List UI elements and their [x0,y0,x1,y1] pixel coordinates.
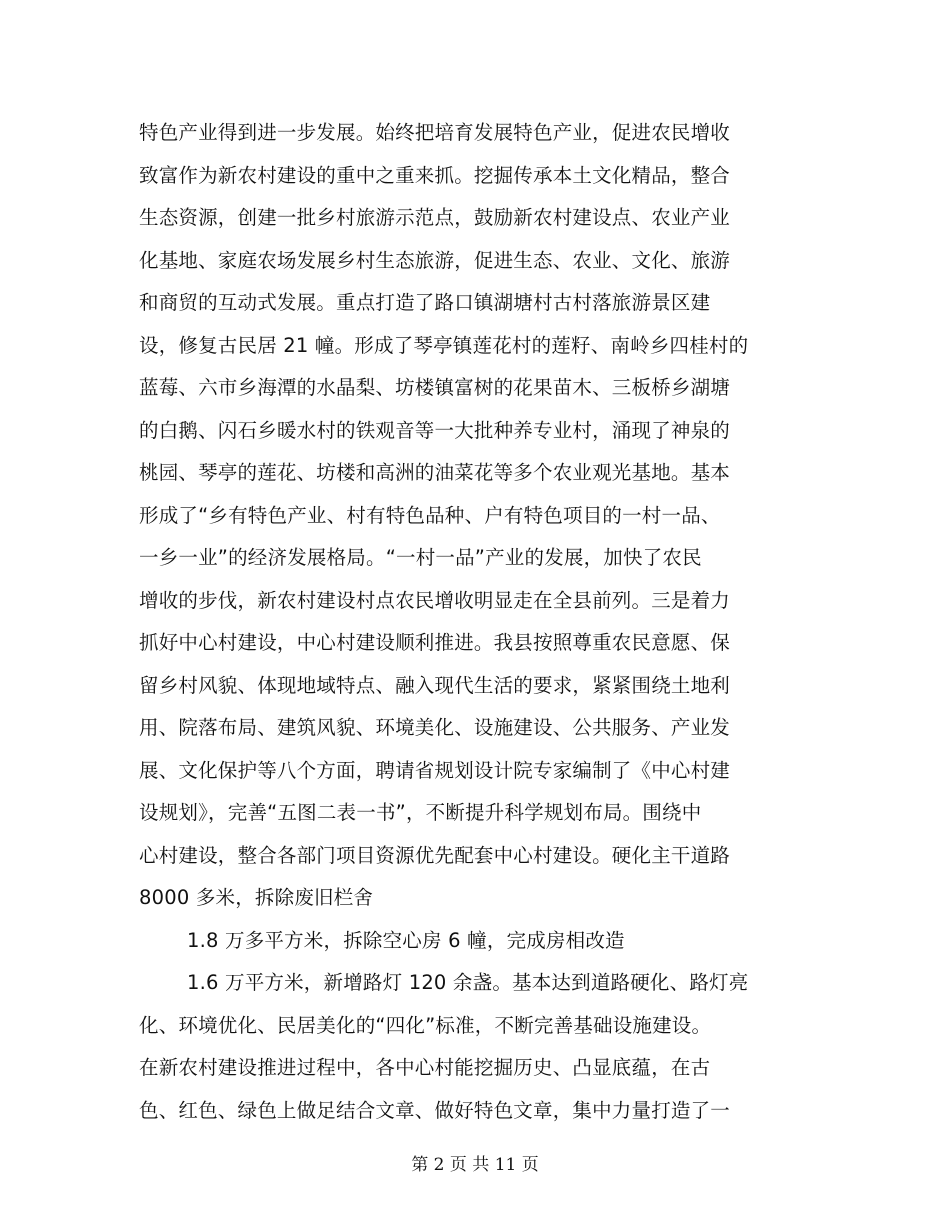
text-line: 留乡村风貌、体现地域特点、融入现代生活的要求，紧紧围绕土地利 [139,673,731,697]
text-line: 展、文化保护等八个方面，聘请省规划设计院专家编制了《中心村建 [139,758,731,782]
text-line: 生态资源，创建一批乡村旅游示范点，鼓励新农村建设点、农业产业 [139,206,731,229]
text-line: 致富作为新农村建设的重中之重来抓。挖掘传承本土文化精品，整合 [139,163,731,187]
text-line: 的白鹅、闪石乡暖水村的铁观音等一大批种养专业村，涌现了神泉的 [139,418,731,442]
text-line: 心村建设，整合各部门项目资源优先配套中心村建设。硬化主干道路 [139,843,731,867]
text-line: 用、院落布局、建筑风貌、环境美化、设施建设、公共服务、产业发 [139,716,731,739]
text-line: 蓝莓、六市乡海潭的水晶梨、坊楼镇富树的花果苗木、三板桥乡湖塘 [139,376,731,399]
text-line: 化、环境优化、民居美化的“四化”标准，不断完善基础设施建设。 [139,1013,712,1037]
text-line: 抓好中心村建设，中心村建设顺利推进。我县按照尊重农民意愿、保 [139,631,731,654]
text-line: 化基地、家庭农场发展乡村生态旅游，促进生态、农业、文化、旅游 [139,248,731,272]
text-line: 和商贸的互动式发展。重点打造了路口镇湖塘村古村落旅游景区建 [139,291,711,314]
text-line: 特色产业得到进一步发展。始终把培育发展特色产业，促进农民增收 [139,121,731,144]
text-line: 设规划》，完善“五图二表一书”，不断提升科学规划布局。围绕中 [139,801,702,824]
text-line: 8000 多米，拆除废旧栏舍 [139,886,374,909]
text-line: 增收的步伐，新农村建设村点农民增收明显走在全县前列。三是着力 [139,588,731,612]
text-line: 形成了“乡有特色产业、村有特色品种、户有特色项目的一村一品、 [139,503,721,527]
text-line: 1.6 万平方米，新增路灯 120 余盏。基本达到道路硬化、路灯亮 [187,971,749,994]
text-line: 一乡一业”的经济发展格局。“一村一品”产业的发展，加快了农民 [139,546,702,569]
text-line: 在新农村建设推进过程中，各中心村能挖掘历史、凸显底蕴，在古 [139,1056,711,1079]
body-text [139,112,789,1132]
text-line: 1.8 万多平方米，拆除空心房 6 幢，完成房相改造 [187,928,625,952]
text-line: 色、红色、绿色上做足结合文章、做好特色文章，集中力量打造了一 [139,1098,731,1122]
page-number: 第 2 页 共 11 页 [411,1155,539,1175]
text-line: 桃园、琴亭的莲花、坊楼和高洲的油菜花等多个农业观光基地。基本 [139,461,731,484]
text-line: 设，修复古民居 21 幢。形成了琴亭镇莲花村的莲籽、南岭乡四桂村的 [139,333,749,357]
